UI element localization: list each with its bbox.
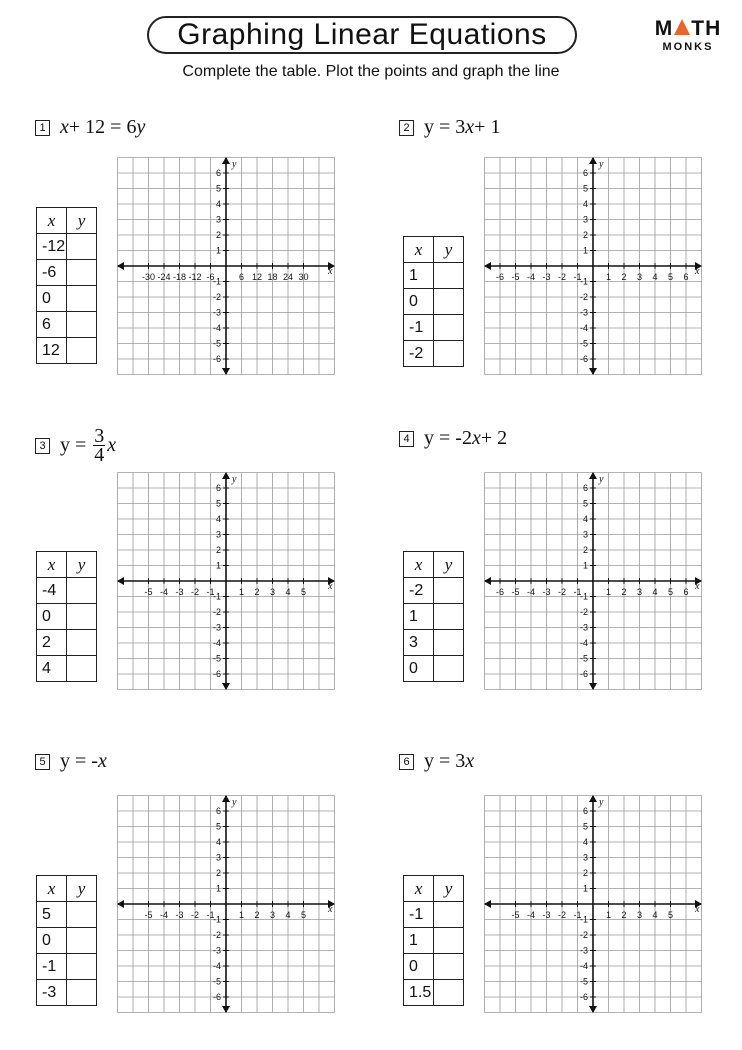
- x-axis-label: x: [328, 266, 333, 277]
- coordinate-grid-4[interactable]: [484, 472, 703, 691]
- y-answer-cell[interactable]: [67, 630, 97, 656]
- y-tick-label: 3: [582, 214, 588, 225]
- x-tick-label: 3: [269, 910, 276, 920]
- table-header-y: y: [67, 208, 97, 234]
- x-tick-label: -5: [144, 910, 153, 920]
- x-tick-label: -4: [159, 587, 169, 597]
- axis-arrow-icon: [484, 577, 491, 585]
- y-tick-label: 6: [215, 806, 221, 816]
- x-value-cell: -6: [37, 260, 67, 286]
- x-tick-label: 1: [605, 910, 612, 920]
- table-header-x: x: [37, 876, 67, 902]
- x-tick-label: -5: [511, 272, 520, 282]
- y-answer-cell[interactable]: [434, 263, 464, 289]
- y-answer-cell[interactable]: [67, 902, 97, 928]
- x-tick-label: -2: [190, 910, 200, 920]
- x-value-cell: 0: [404, 289, 434, 315]
- x-tick-label: -2: [190, 587, 200, 597]
- y-tick-label: 6: [582, 168, 588, 178]
- x-axis-label: x: [695, 266, 700, 277]
- logo-letters-th: TH: [691, 17, 722, 40]
- y-tick-label: 2: [215, 230, 221, 240]
- y-tick-label: 6: [582, 483, 588, 493]
- table-header-y: y: [434, 237, 464, 263]
- y-tick-label: 1: [215, 883, 221, 894]
- axis-arrow-icon: [589, 472, 597, 479]
- table-row: [37, 312, 97, 338]
- x-tick-label: 3: [636, 272, 643, 282]
- y-tick-label: -2: [212, 930, 221, 940]
- y-tick-label: -1: [579, 276, 588, 287]
- equation: x + 12 = 6 y: [60, 116, 146, 138]
- x-tick-label: 6: [238, 272, 245, 282]
- x-tick-label: -3: [542, 272, 551, 282]
- y-tick-label: 1: [582, 245, 588, 256]
- x-value-cell: 0: [404, 954, 434, 980]
- axis-arrow-icon: [117, 262, 124, 270]
- y-answer-cell[interactable]: [67, 604, 97, 630]
- y-tick-label: -1: [212, 591, 221, 602]
- table-row: [404, 289, 464, 315]
- y-answer-cell[interactable]: [67, 656, 97, 682]
- table-row: [404, 630, 464, 656]
- y-answer-cell[interactable]: [434, 980, 464, 1006]
- x-value-cell: -12: [37, 234, 67, 260]
- table-row: [37, 630, 97, 656]
- x-value-cell: 0: [37, 286, 67, 312]
- table-row: [404, 315, 464, 341]
- y-tick-label: -6: [579, 669, 588, 679]
- y-answer-cell[interactable]: [434, 902, 464, 928]
- table-header-x: x: [37, 552, 67, 578]
- problem-5-heading: [35, 750, 107, 773]
- instructions: Complete the table. Plot the points and graph the line: [182, 63, 560, 80]
- y-tick-label: -3: [212, 307, 221, 318]
- xy-table-3: [36, 551, 97, 682]
- x-tick-label: 4: [652, 910, 658, 920]
- y-tick-label: -4: [579, 961, 588, 971]
- x-value-cell: -2: [404, 341, 434, 367]
- x-tick-label: -4: [159, 910, 169, 920]
- x-value-cell: 6: [37, 312, 67, 338]
- y-tick-label: 4: [215, 837, 221, 847]
- y-answer-cell[interactable]: [67, 338, 97, 364]
- y-answer-cell[interactable]: [434, 604, 464, 630]
- table-row: [404, 341, 464, 367]
- x-tick-label: 5: [667, 587, 674, 597]
- table-header-x: x: [404, 237, 434, 263]
- y-tick-label: -4: [212, 961, 221, 971]
- problem-6-heading: [399, 750, 474, 773]
- table-header-x: x: [404, 552, 434, 578]
- table-row: [37, 260, 97, 286]
- x-value-cell: 0: [37, 928, 67, 954]
- x-tick-label: 1: [238, 910, 245, 920]
- equation: y = $\frac{3}{4}$ x: [60, 425, 117, 466]
- x-tick-label: 5: [667, 272, 674, 282]
- y-tick-label: -5: [212, 653, 221, 664]
- xy-table-4: [403, 551, 464, 682]
- problem-number: 3: [35, 438, 50, 454]
- y-tick-label: 4: [582, 837, 588, 847]
- x-tick-label: -3: [542, 587, 551, 597]
- y-answer-cell[interactable]: [434, 928, 464, 954]
- x-tick-label: -18: [172, 272, 187, 282]
- x-value-cell: 1: [404, 604, 434, 630]
- x-value-cell: 4: [37, 656, 67, 682]
- axis-arrow-icon: [222, 1006, 230, 1013]
- y-tick-label: 5: [215, 183, 221, 194]
- x-tick-label: -4: [526, 910, 536, 920]
- x-value-cell: -4: [37, 578, 67, 604]
- x-value-cell: 3: [404, 630, 434, 656]
- x-tick-label: -4: [526, 272, 536, 282]
- axis-arrow-icon: [222, 368, 230, 375]
- x-tick-label: 2: [621, 272, 627, 282]
- problem-number: 4: [399, 431, 414, 447]
- axis-arrow-icon: [222, 157, 230, 164]
- y-answer-cell[interactable]: [434, 341, 464, 367]
- table-row: [37, 656, 97, 682]
- table-row: [404, 902, 464, 928]
- table-row: [404, 604, 464, 630]
- y-tick-label: -3: [212, 945, 221, 956]
- table-row: [37, 338, 97, 364]
- y-answer-cell[interactable]: [67, 234, 97, 260]
- y-tick-label: -1: [212, 276, 221, 287]
- x-value-cell: 0: [37, 604, 67, 630]
- axis-arrow-icon: [117, 577, 124, 585]
- xy-table-2: [403, 236, 464, 367]
- y-tick-label: 3: [582, 852, 588, 863]
- table-row: [37, 604, 97, 630]
- x-tick-label: -3: [175, 910, 184, 920]
- y-tick-label: 2: [582, 545, 588, 555]
- x-axis-label: x: [328, 581, 333, 592]
- y-tick-label: 2: [215, 545, 221, 555]
- table-row: [404, 263, 464, 289]
- axis-arrow-icon: [222, 683, 230, 690]
- x-tick-label: -5: [511, 910, 520, 920]
- logo: [648, 18, 728, 54]
- coordinate-grid-2[interactable]: [484, 157, 703, 376]
- x-value-cell: -1: [404, 315, 434, 341]
- table-row: [37, 980, 97, 1006]
- y-tick-label: -2: [579, 292, 588, 302]
- y-tick-label: -6: [212, 992, 221, 1002]
- x-tick-label: 6: [683, 587, 689, 597]
- xy-table-6: [403, 875, 464, 1006]
- y-tick-label: 4: [215, 199, 221, 209]
- table-row: [37, 954, 97, 980]
- x-value-cell: 12: [37, 338, 67, 364]
- x-tick-label: -1: [206, 910, 215, 920]
- x-tick-label: 2: [621, 587, 627, 597]
- coordinate-grid-3[interactable]: [117, 472, 336, 691]
- coordinate-grid-5[interactable]: [117, 795, 336, 1014]
- y-tick-label: -5: [212, 976, 221, 987]
- y-axis-label: y: [232, 474, 237, 485]
- page-title: [147, 16, 577, 54]
- y-tick-label: -4: [212, 323, 221, 333]
- x-tick-label: -5: [144, 587, 153, 597]
- y-tick-label: -6: [579, 354, 588, 364]
- y-tick-label: 4: [582, 199, 588, 209]
- x-value-cell: -3: [37, 980, 67, 1006]
- y-tick-label: -6: [579, 992, 588, 1002]
- y-tick-label: 2: [582, 868, 588, 878]
- table-row: [37, 578, 97, 604]
- y-tick-label: -3: [212, 622, 221, 633]
- axis-arrow-icon: [222, 472, 230, 479]
- x-tick-label: -30: [141, 272, 156, 282]
- y-answer-cell[interactable]: [434, 315, 464, 341]
- x-tick-label: 1: [605, 272, 612, 282]
- x-tick-label: -1: [573, 587, 582, 597]
- x-tick-label: -2: [557, 272, 567, 282]
- table-header-x: x: [404, 876, 434, 902]
- y-tick-label: -4: [212, 638, 221, 648]
- x-axis-label: x: [695, 581, 700, 592]
- x-tick-label: 1: [605, 587, 612, 597]
- y-tick-label: -5: [579, 338, 588, 349]
- x-tick-label: 6: [683, 272, 689, 282]
- y-tick-label: 6: [215, 483, 221, 493]
- coordinate-grid-1[interactable]: [117, 157, 336, 376]
- page-title-text: Graphing Linear Equations: [177, 18, 547, 51]
- y-tick-label: -6: [212, 354, 221, 364]
- x-tick-label: -3: [175, 587, 184, 597]
- logo-triangle-icon: [674, 19, 690, 35]
- problem-number: 6: [399, 754, 414, 770]
- y-tick-label: -3: [579, 307, 588, 318]
- y-axis-label: y: [599, 797, 604, 808]
- xy-table-1: [36, 207, 97, 364]
- y-tick-label: 5: [582, 498, 588, 509]
- x-tick-label: 4: [652, 587, 658, 597]
- y-tick-label: -2: [212, 292, 221, 302]
- table-header-y: y: [434, 876, 464, 902]
- x-tick-label: 24: [282, 272, 294, 282]
- y-axis-label: y: [232, 797, 237, 808]
- y-answer-cell[interactable]: [67, 954, 97, 980]
- y-tick-label: -4: [579, 638, 588, 648]
- problem-number: 5: [35, 754, 50, 770]
- logo-subtext: MONKS: [662, 41, 714, 53]
- x-tick-label: -2: [557, 587, 567, 597]
- x-value-cell: -2: [404, 578, 434, 604]
- coordinate-grid-6[interactable]: [484, 795, 703, 1014]
- x-value-cell: 1: [404, 928, 434, 954]
- x-value-cell: 1.5: [404, 980, 434, 1006]
- x-tick-label: -12: [188, 272, 202, 282]
- axis-arrow-icon: [589, 157, 597, 164]
- y-tick-label: 6: [215, 168, 221, 178]
- y-tick-label: 1: [582, 560, 588, 571]
- problem-1-heading: [35, 116, 145, 139]
- y-answer-cell[interactable]: [434, 578, 464, 604]
- axis-arrow-icon: [484, 262, 491, 270]
- axis-arrow-icon: [117, 900, 124, 908]
- x-tick-label: 3: [636, 910, 643, 920]
- y-axis-label: y: [599, 159, 604, 170]
- x-axis-label: x: [695, 904, 700, 915]
- y-tick-label: -4: [579, 323, 588, 333]
- y-tick-label: -3: [579, 945, 588, 956]
- y-tick-label: -3: [579, 622, 588, 633]
- y-tick-label: 5: [215, 498, 221, 509]
- y-answer-cell[interactable]: [67, 260, 97, 286]
- table-row: [37, 286, 97, 312]
- y-answer-cell[interactable]: [67, 312, 97, 338]
- y-tick-label: 2: [582, 230, 588, 240]
- x-tick-label: -6: [495, 272, 505, 282]
- x-tick-label: -1: [573, 910, 582, 920]
- y-tick-label: -1: [579, 914, 588, 925]
- x-tick-label: 2: [621, 910, 627, 920]
- table-row: [404, 578, 464, 604]
- x-tick-label: -3: [542, 910, 551, 920]
- x-tick-label: 30: [298, 272, 309, 282]
- y-tick-label: -1: [212, 914, 221, 925]
- x-value-cell: 5: [37, 902, 67, 928]
- x-tick-label: -24: [157, 272, 171, 282]
- x-tick-label: 18: [267, 272, 278, 282]
- y-answer-cell[interactable]: [67, 980, 97, 1006]
- y-tick-label: 2: [215, 868, 221, 878]
- problem-4-heading: [399, 427, 507, 450]
- y-tick-label: -6: [212, 669, 221, 679]
- y-tick-label: -1: [579, 591, 588, 602]
- x-tick-label: -6: [495, 587, 505, 597]
- y-tick-label: 1: [215, 560, 221, 571]
- y-tick-label: -2: [212, 607, 221, 617]
- y-answer-cell[interactable]: [434, 630, 464, 656]
- y-tick-label: -5: [579, 976, 588, 987]
- logo-letter-m: M: [654, 17, 674, 40]
- problem-2-heading: [399, 116, 500, 139]
- table-header-y: y: [434, 552, 464, 578]
- x-tick-label: 4: [285, 910, 291, 920]
- x-tick-label: 5: [300, 910, 307, 920]
- x-value-cell: 2: [37, 630, 67, 656]
- table-header-y: y: [67, 552, 97, 578]
- x-tick-label: -2: [557, 910, 567, 920]
- table-row: [37, 902, 97, 928]
- axis-arrow-icon: [589, 1006, 597, 1013]
- table-row: [404, 656, 464, 682]
- equation: y = - x: [60, 750, 107, 772]
- y-axis-label: y: [232, 159, 237, 170]
- problem-number: 1: [35, 120, 50, 136]
- y-answer-cell[interactable]: [67, 928, 97, 954]
- y-answer-cell[interactable]: [67, 578, 97, 604]
- equation: y = -2 x + 2: [424, 427, 508, 449]
- table-row: [404, 928, 464, 954]
- y-tick-label: -5: [212, 338, 221, 349]
- y-tick-label: -2: [579, 607, 588, 617]
- axis-arrow-icon: [222, 795, 230, 802]
- equation: y = 3 x + 1: [424, 116, 501, 138]
- x-tick-label: -6: [206, 272, 215, 282]
- y-tick-label: 1: [582, 883, 588, 894]
- x-value-cell: -1: [37, 954, 67, 980]
- y-tick-label: 5: [582, 183, 588, 194]
- problem-number: 2: [399, 120, 414, 136]
- x-tick-label: 3: [269, 587, 276, 597]
- y-answer-cell[interactable]: [434, 656, 464, 682]
- axis-arrow-icon: [589, 683, 597, 690]
- y-tick-label: 3: [215, 214, 221, 225]
- y-tick-label: 4: [215, 514, 221, 524]
- x-tick-label: 5: [667, 910, 674, 920]
- table-row: [404, 980, 464, 1006]
- axis-arrow-icon: [589, 795, 597, 802]
- x-tick-label: -4: [526, 587, 536, 597]
- x-tick-label: 2: [254, 910, 260, 920]
- y-tick-label: 3: [215, 529, 221, 540]
- problem-3-heading: [35, 427, 116, 464]
- xy-table-5: [36, 875, 97, 1006]
- x-tick-label: -5: [511, 587, 520, 597]
- y-tick-label: 1: [215, 245, 221, 256]
- table-header-x: x: [37, 208, 67, 234]
- y-tick-label: 3: [582, 529, 588, 540]
- x-tick-label: 2: [254, 587, 260, 597]
- y-tick-label: 5: [582, 821, 588, 832]
- y-tick-label: 4: [582, 514, 588, 524]
- x-tick-label: 3: [636, 587, 643, 597]
- y-answer-cell[interactable]: [434, 954, 464, 980]
- x-value-cell: -1: [404, 902, 434, 928]
- fraction: $\frac{3}{4}$: [94, 425, 105, 466]
- x-tick-label: 1: [238, 587, 245, 597]
- y-axis-label: y: [599, 474, 604, 485]
- x-tick-label: -1: [206, 587, 215, 597]
- y-tick-label: -5: [579, 653, 588, 664]
- x-axis-label: x: [328, 904, 333, 915]
- table-row: [37, 234, 97, 260]
- y-tick-label: 5: [215, 821, 221, 832]
- x-value-cell: 0: [404, 656, 434, 682]
- x-value-cell: 1: [404, 263, 434, 289]
- equation: y = 3 x: [424, 750, 475, 772]
- y-tick-label: -2: [579, 930, 588, 940]
- table-header-y: y: [67, 876, 97, 902]
- table-row: [404, 954, 464, 980]
- y-tick-label: 6: [582, 806, 588, 816]
- x-tick-label: 4: [652, 272, 658, 282]
- axis-arrow-icon: [589, 368, 597, 375]
- y-answer-cell[interactable]: [434, 289, 464, 315]
- y-tick-label: 3: [215, 852, 221, 863]
- x-tick-label: 5: [300, 587, 307, 597]
- x-tick-label: 4: [285, 587, 291, 597]
- y-answer-cell[interactable]: [67, 286, 97, 312]
- x-tick-label: -1: [573, 272, 582, 282]
- x-tick-label: 12: [251, 272, 263, 282]
- axis-arrow-icon: [484, 900, 491, 908]
- table-row: [37, 928, 97, 954]
